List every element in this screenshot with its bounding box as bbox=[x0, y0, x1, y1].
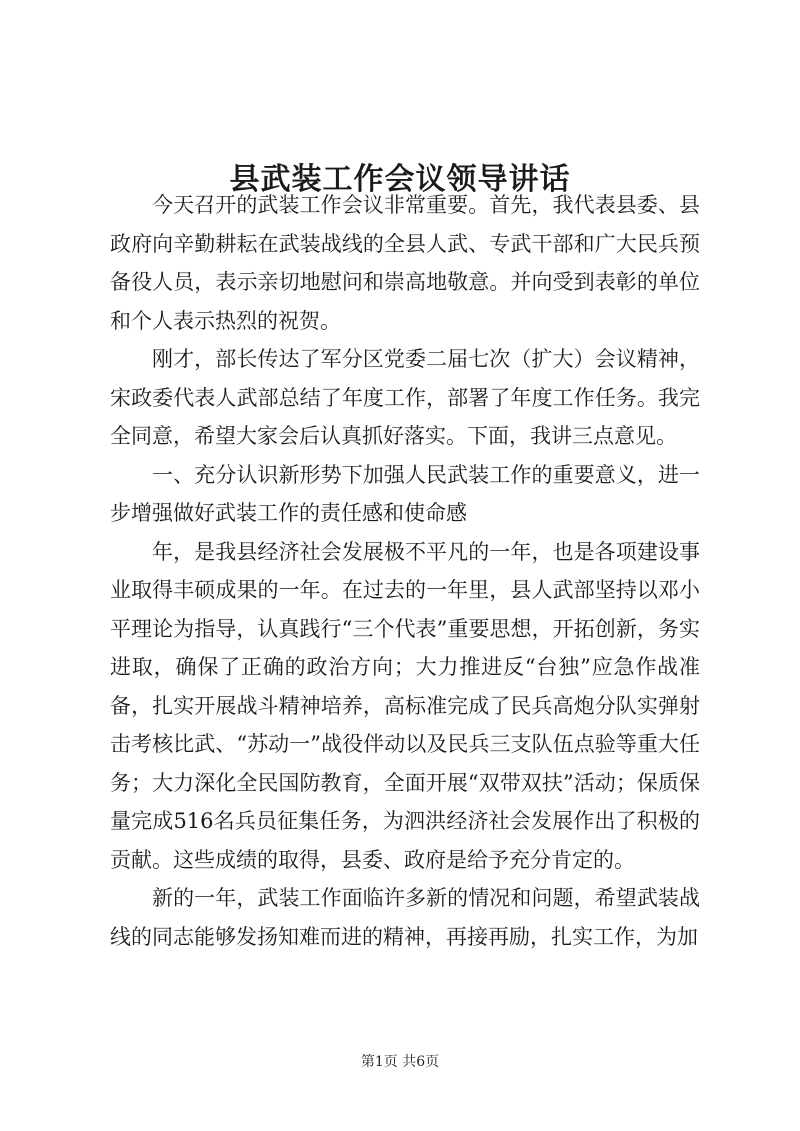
paragraph-greeting: 今天召开的武装工作会议非常重要。首先，我代表县委、县政府向辛勤耕耘在武装战线的全县人武、专武干部和广大民兵预备役人员，表示亲切地慰问和崇高地敬意。并向受到表彰的单位和个人表示热烈的祝贺。 bbox=[110, 193, 700, 333]
document-body bbox=[110, 186, 700, 956]
page-number-footer: 第1页 共6页 bbox=[360, 1054, 440, 1070]
paragraph-agreement: 刚才，部长传达了军分区党委二届七次（扩大）会议精神，宋政委代表人武部总结了年度工作，部署了年度工作任务。我完全同意，希望大家会后认真抓好落实。下面，我讲三点意见。 bbox=[110, 347, 700, 448]
section-heading-one: 一、充分认识新形势下加强人民武装工作的重要意义，进一步增强做好武装工作的责任感和使命感 bbox=[110, 462, 700, 525]
paragraph-new-year: 新的一年，武装工作面临许多新的情况和问题，希望武装战线的同志能够发扬知难而进的精神，再接再励，扎实工作，为加 bbox=[110, 886, 700, 949]
document-title: 县武装工作会议领导讲话 bbox=[229, 162, 571, 198]
paragraph-achievements: 年，是我县经济社会发展极不平凡的一年，也是各项建设事业取得丰硕成果的一年。在过去的一年里，县人武部坚持以邓小平理论为指导，认真践行“三个代表”重要思想，开拓创新，务实进取，确保了正确的政治方向；大力推进反“台独”应急作战准备，扎实开展战斗精神培养，高标准完成了民兵高炮分队实弹射击考核比武、“苏动一”战役伴动以及民兵三支队伍点验等重大任务；大力深化全民国防教育，全面开展“双带双扶”活动；保质保量完成516名兵员征集任务，为泗洪经济社会发展作出了积极的贡献。这些成绩的取得，县委、政府是给予充分肯定的。 bbox=[110, 539, 700, 872]
